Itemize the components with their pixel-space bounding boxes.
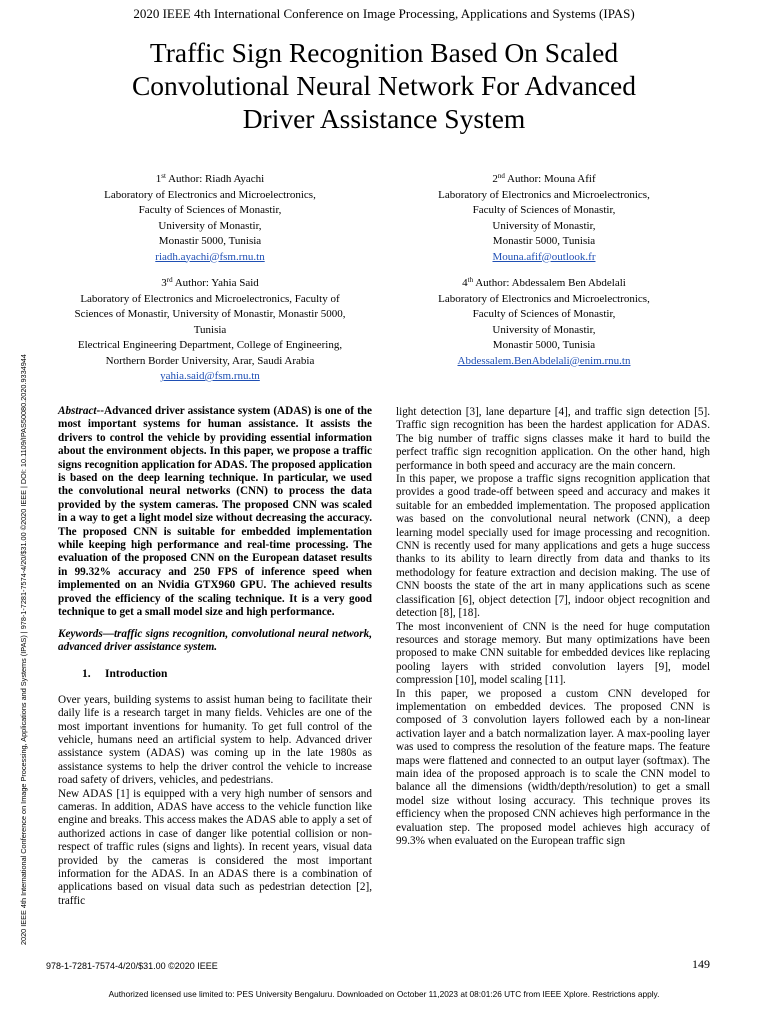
- body-paragraph: New ADAS [1] is equipped with a very high number of sensors and cameras. In addition, ADAS have access to the vehicle function like engine and breaks. This access makes the ADAS able to apply a set of authorized actions in case of danger like potential collision or non-respect of traffic rules (signs and lights). In recent years, visual data provided by the cameras is considered the most important information for the ADAS. In an ADAS there is a combination of applications based on visual data such as pedestrian detection [2], traffic: [58, 787, 372, 907]
- author-email-link[interactable]: Mouna.afif@outlook.fr: [492, 250, 596, 263]
- affiliation-line: Monastir 5000, Tunisia: [492, 235, 596, 247]
- side-doi-identifier: 2020 IEEE 4th International Conference on Image Processing, Applications and Systems (IPAS) | 978-1-7281-7574-4/20/$31.00 ©2020 IEEE | DOI: 10.1109/IPAS50080.2020.9334944: [19, 354, 28, 945]
- section-number: 1.: [82, 668, 91, 681]
- body-paragraph: The most inconvenient of CNN is the need for huge computation resources and storage memory. But many optimizations have been proposed to make CNN suitable for embedded devices like replacing pooling layers with strided convolution layers [9], model compression [10], model scaling [11].: [396, 620, 710, 687]
- affiliation-line: Tunisia: [193, 323, 227, 336]
- affiliation-line: University of Monastir,: [492, 323, 596, 336]
- conference-header: 2020 IEEE 4th International Conference on Image Processing, Applications and Systems (IPAS): [133, 6, 635, 21]
- author-block-4: [394, 276, 694, 369]
- paper-title: [60, 36, 708, 135]
- affiliation-line: Monastir 5000, Tunisia: [492, 339, 596, 351]
- page-number: 149: [692, 957, 710, 971]
- title-line: Convolutional Neural Network For Advanced: [131, 70, 637, 101]
- section-title: Introduction: [105, 668, 168, 681]
- author-block-2: [394, 172, 694, 265]
- affiliation-line: Faculty of Sciences of Monastir,: [472, 204, 616, 216]
- left-column: [58, 405, 372, 908]
- body-paragraph: light detection [3], lane departure [4], and traffic sign detection [5]. Traffic sign recognition has been the hardest application for ADAS. The big number of traffic signs classes make it hard to build the perfect traffic sign recognition application. On the other hand, high performance in both speed and accuracy are the main concern.: [396, 406, 710, 472]
- body-paragraph: In this paper, we proposed a custom CNN developed for implementation on embedded devices. The proposed CNN is composed of 3 convolution layers followed each by a non-linear activation layer and a batch normalization layer. A max-pooling layer was used to compress the resolution of the feature maps. The feature maps were flattened and connected to an output layer (softmax). The main idea of the proposed approach is to scale the CNN model to balance all the dimensions (width/depth/resolution) to get a small model size without losing accuracy. This technique proves its efficiency when the proposed CNN achieves high performance in the evaluation step. The proposed model achieves high accuracy of 99.3% when evaluated on the European traffic sign: [396, 687, 710, 847]
- affiliation-line: Faculty of Sciences of Monastir,: [472, 308, 616, 320]
- affiliation-line: Laboratory of Electronics and Microelectronics,: [104, 188, 316, 201]
- keywords: [58, 628, 372, 655]
- author-email-link[interactable]: riadh.ayachi@fsm.rnu.tn: [155, 250, 265, 263]
- author-heading: 1st Author: Riadh Ayachi: [155, 172, 265, 185]
- affiliation-line: Laboratory of Electronics and Microelectronics, Faculty of: [80, 292, 340, 305]
- abstract-text: --Advanced driver assistance system (ADAS) is one of the most important systems for human assistance. It assists the drivers to control the vehicle by providing essential information about the environment objects. In this paper, we propose a traffic signs recognition application for ADAS. The proposed application is based on the deep learning technique. In particular, we used the convolutional neural networks (CNN) to process the data provided by the system cameras. The proposed CNN was scaled in a way to get a light model size without decreasing the accuracy. The proposed CNN is suitable for embedded implementation while keeping high performance and real-time processing. The evaluation of the proposed CNN on the European dataset results in 99.32% accuracy and 250 FPS of inference speed when implemented on an Nvidia GTX960 GPU. The achieved results proved the efficiency of the scaling technique. It is a very good technique to get a small model size and high performance.: [58, 405, 372, 619]
- license-notice: Authorized licensed use limited to: PES University Bengaluru. Downloaded on October 11,2023 at 08:01:26 UTC from IEEE Xplore. Restrictions apply.: [108, 989, 660, 999]
- title-line: Driver Assistance System: [242, 103, 526, 134]
- author-heading: 3rd Author: Yahia Said: [161, 276, 259, 289]
- keywords-text: traffic signs recognition, convolutional neural network, advanced driver assistance system.: [58, 627, 372, 653]
- author-heading: 4th Author: Abdessalem Ben Abdelali: [462, 276, 626, 289]
- author-heading: 2nd Author: Mouna Afif: [492, 172, 596, 185]
- keywords-label: Keywords—: [58, 627, 114, 640]
- affiliation-line: Monastir 5000, Tunisia: [158, 235, 262, 247]
- body-paragraph: Over years, building systems to assist human being to facilitate their daily life is a research target in many fields. Vehicles are one of the most important inventions for humanity. To get full control of the vehicle, humans need an artificial system to help. Advanced driver assistance system (ADAS) was coming up in the late 1980s as assistance systems to help the driver control the vehicle to increase road safety of drivers, vehicles, and pedestrians.: [58, 693, 372, 787]
- title-line: Traffic Sign Recognition Based On Scaled: [149, 37, 619, 68]
- author-email-link[interactable]: yahia.said@fsm.rnu.tn: [160, 370, 260, 382]
- section-heading: [58, 668, 372, 681]
- affiliation-line: Faculty of Sciences of Monastir,: [138, 204, 282, 216]
- body-paragraph: In this paper, we propose a traffic signs recognition application that provides a good trade-off between speed and accuracy and makes it suitable for an embedded implementation. The proposed application was based on the convolutional neural network (CNN), a deep learning model specially used for image processing and recognition. CNN is recently used for many applications and gets a huge success thanks to its ability to learn directly from data and thanks to its methodology for feature extraction and decision making. The use of CNN boosts the state of the art in many applications such as scene classification [6], object detection [7], indoor object recognition and detection [8], [18].: [396, 473, 710, 620]
- abstract: [58, 405, 372, 620]
- affiliation-line: Northern Border University, Arar, Saudi Arabia: [105, 354, 315, 367]
- author-block-3: [52, 276, 368, 385]
- author-block-1: [60, 172, 360, 265]
- footer-isbn: 978-1-7281-7574-4/20/$31.00 ©2020 IEEE: [46, 961, 218, 971]
- affiliation-line: Laboratory of Electronics and Microelectronics,: [438, 188, 650, 201]
- affiliation-line: University of Monastir,: [492, 219, 596, 232]
- affiliation-line: Electrical Engineering Department, College of Engineering,: [77, 339, 343, 351]
- affiliation-line: Sciences of Monastir, University of Monastir, Monastir 5000,: [74, 308, 346, 320]
- right-column: [396, 406, 710, 848]
- abstract-label: Abstract: [58, 405, 97, 417]
- affiliation-line: Laboratory of Electronics and Microelectronics,: [438, 292, 650, 305]
- author-email-link[interactable]: Abdessalem.BenAbdelali@enim.rnu.tn: [457, 354, 631, 367]
- affiliation-line: University of Monastir,: [158, 219, 262, 232]
